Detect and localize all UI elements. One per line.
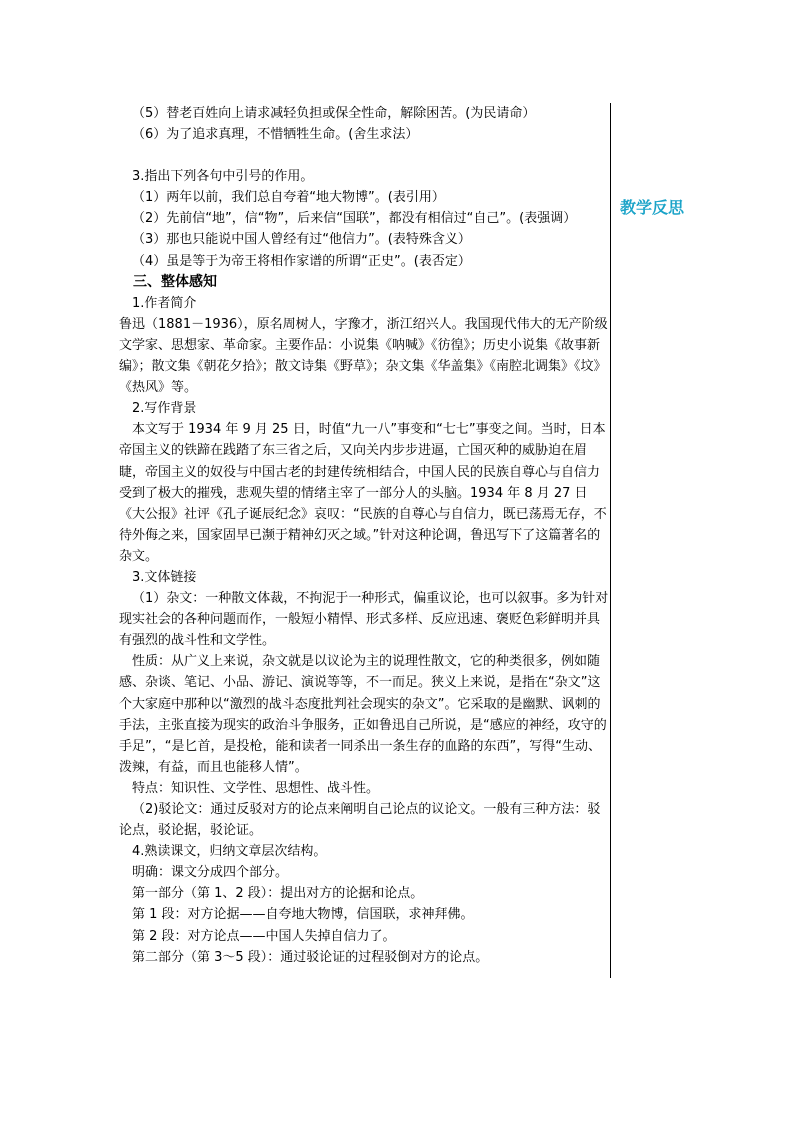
quote-item-3: （3）那也只能说中国人曾经有过“他信力”。(表特殊含义） [132, 232, 471, 248]
structure-summary: 明确：课文分成四个部分。 [132, 865, 289, 881]
subheading-structure: 4.熟读课文，归纳文章层次结构。 [132, 844, 327, 860]
column-divider [610, 103, 611, 978]
section-heading-overall: 三、整体感知 [133, 273, 217, 290]
background-text: 本文写于 1934 年 9 月 25 日，时值“九一八”事变和“七七”事变之间。当时，日本帝国主义的铁蹄在践踏了东三省之后，又向关内步步进逼，亡国灭种的威胁迫在眉睫，帝国主义的奴役与中国古老的封建传统相结合，中国人民的民族自尊心与自信力受到了极大的摧残，悲观失望的情绪主宰了一部分人的头脑。1934 年 8 月 27 日《大公报》社评《孔子诞辰纪念》哀叹：“民族的自尊心与自信力，既已荡焉无存，不待外侮之来，国家固早已濒于精神幻灭之域。”针对这种论调，鲁迅写下了这篇著名的杂文。 [119, 422, 607, 564]
genre-rebuttal: （2)驳论文：通过反驳对方的论点来阐明自己论点的议论文。一般有三种方法：驳论点，驳论据，驳论证。 [119, 802, 601, 839]
author-intro: 鲁迅（1881－1936），原名周树人，字豫才，浙江绍兴人。我国现代伟大的无产阶级文学家、思想家、革命家。主要作品：小说集《呐喊》《彷徨》；历史小说集《故事新编》；散文集《朝花夕拾》；散文诗集《野草》；杂文集《华盖集》《南腔北调集》《坟》《热风》等。 [119, 316, 608, 396]
quote-item-1: （1）两年以前，我们总自夸着“地大物博”。(表引用） [132, 190, 445, 206]
structure-part-2: 第二部分（第 3～5 段）：通过驳论证的过程驳倒对方的论点。 [132, 949, 489, 965]
genre-features: 特点：知识性、文学性、思想性、战斗性。 [132, 780, 380, 796]
subheading-background: 2.写作背景 [132, 401, 197, 417]
genre-nature: 性质：从广义上来说，杂文就是以议论为主的说理性散文，它的种类很多，例如随感、杂谈、笔记、小品、游记、演说等等，不一而足。狭义上来说，是指在“杂文”这个大家庭中那种以“激烈的战斗态度批判社会现实的杂文”。它采取的是幽默、讽刺的手法，主张直接为现实的政治斗争服务，正如鲁迅自己所说，是“感应的神经，攻守的手足”，“是匕首，是投枪，能和读者一同杀出一条生存的血路的东西”，写得“生动、泼辣，有益，而且也能移人情”。 [119, 654, 607, 775]
answer-line-5: （5）替老百姓向上请求减轻负担或保全性命，解除困苦。(为民请命） [132, 106, 536, 121]
spacer [119, 145, 609, 166]
structure-para-1: 第 1 段：对方论据——自夸地大物博，信国联，求神拜佛。 [132, 907, 474, 923]
subheading-author: 1.作者简介 [132, 295, 197, 311]
quote-item-2: （2）先前信“地”，信“物”，后来信“国联”，都没有相信过“自己”。(表强调） [132, 211, 577, 227]
subheading-genre: 3.文体链接 [132, 569, 197, 585]
structure-para-2: 第 2 段：对方论点——中国人失掉自信力了。 [132, 928, 396, 944]
teaching-reflection-title: 教学反思 [620, 198, 685, 217]
quote-item-4: （4）虽是等于为帝王将相作家谱的所谓“正史”。(表否定） [132, 253, 471, 269]
lesson-content [119, 103, 609, 968]
question-quotes: 3.指出下列各句中引号的作用。 [132, 169, 314, 185]
structure-part-1: 第一部分（第 1、2 段）：提出对方的论据和论点。 [132, 886, 424, 902]
genre-essay: （1）杂文：一种散文体裁，不拘泥于一种形式，偏重议论，也可以叙事。多为针对现实社会的各种问题而作，一般短小精悍、形式多样、反应迅速、褒贬色彩鲜明并具有强烈的战斗性和文学性。 [119, 591, 609, 649]
answer-line-6: （6）为了追求真理，不惜牺牲生命。(舍生求法） [132, 127, 419, 143]
